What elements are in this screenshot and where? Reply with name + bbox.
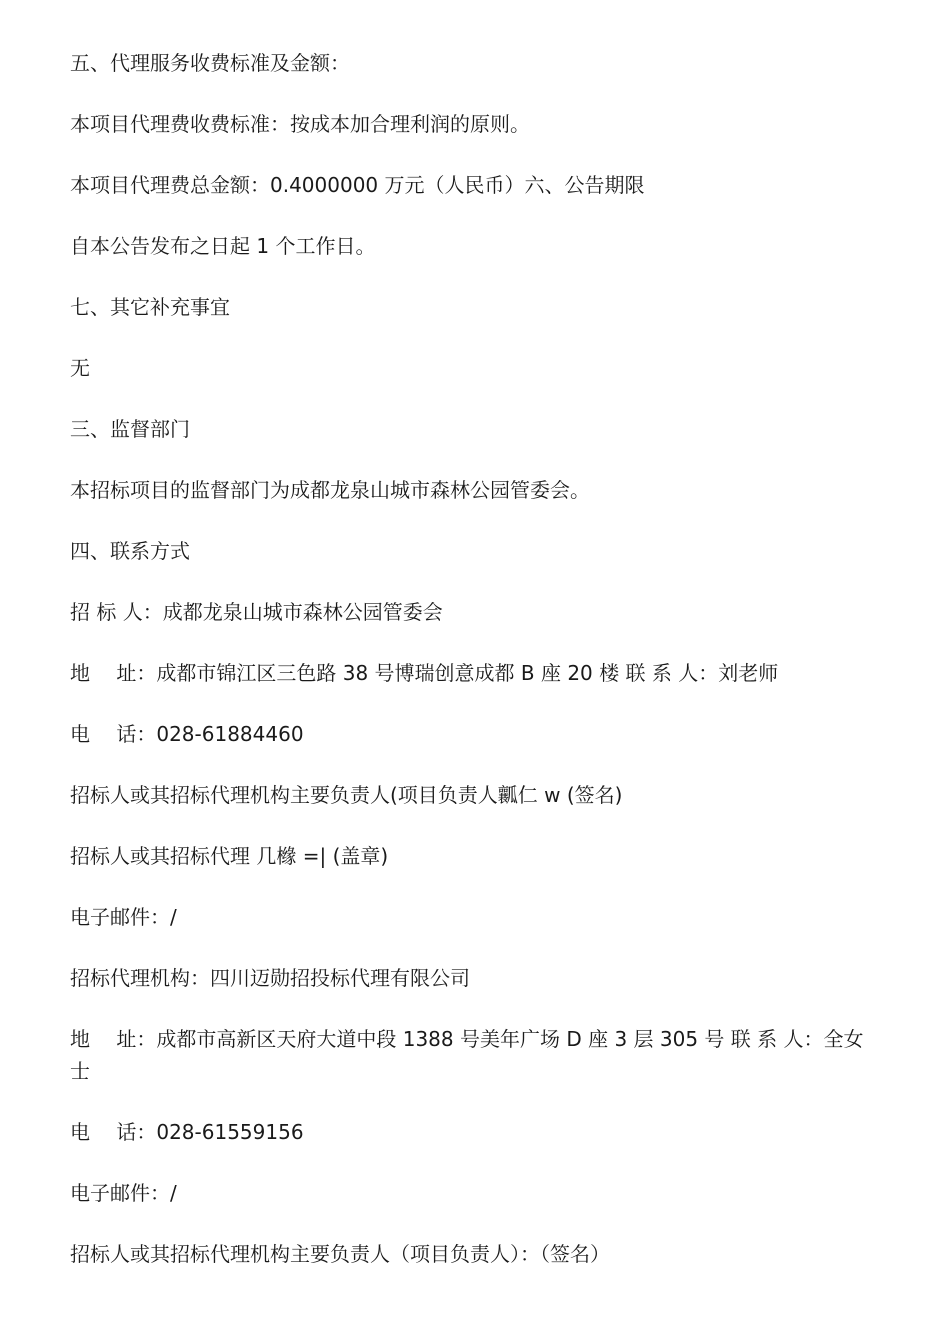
tenderer-address: 地 址：成都市锦江区三色路 38 号博瑞创意成都 B 座 20 楼 联 系 人：刘老师 (70, 661, 779, 685)
agency-name: 招标代理机构：四川迈勋招投标代理有限公司 (70, 966, 470, 990)
tenderer-email: 电子邮件：/ (70, 905, 177, 929)
tenderer-phone: 电 话：028-61884460 (70, 722, 304, 746)
fee-standard-text: 本项目代理费收费标准：按成本加合理利润的原则。 (70, 112, 530, 136)
section-heading-contact: 四、联系方式 (70, 539, 190, 563)
section-heading-supervision: 三、监督部门 (70, 417, 190, 441)
agency-email: 电子邮件：/ (70, 1181, 177, 1205)
agency-address: 地 址：成都市高新区天府大道中段 1388 号美年广场 D 座 3 层 305 号 联 系 人：全女士 (70, 1027, 864, 1083)
signature-line: 招标人或其招标代理机构主要负责人(项目负责人瓤仁 w (签名) (70, 783, 623, 807)
supervision-text: 本招标项目的监督部门为成都龙泉山城市森林公园管委会。 (70, 478, 590, 502)
seal-line: 招标人或其招标代理 几橼 =| (盖章) (70, 844, 389, 868)
fee-amount-text: 本项目代理费总金额：0.4000000 万元（人民币）六、公告期限 (70, 173, 645, 197)
section-heading-fees: 五、代理服务收费标准及金额： (70, 51, 350, 75)
tenderer-name: 招 标 人：成都龙泉山城市森林公园管委会 (70, 600, 443, 624)
section-heading-supplementary: 七、其它补充事宜 (70, 295, 230, 319)
notice-period-text: 自本公告发布之日起 1 个工作日。 (70, 234, 376, 258)
agency-signature-line: 招标人或其招标代理机构主要负责人（项目负责人）：（签名） (70, 1242, 610, 1266)
agency-phone: 电 话：028-61559156 (70, 1120, 304, 1144)
supplementary-text: 无 (70, 356, 90, 380)
